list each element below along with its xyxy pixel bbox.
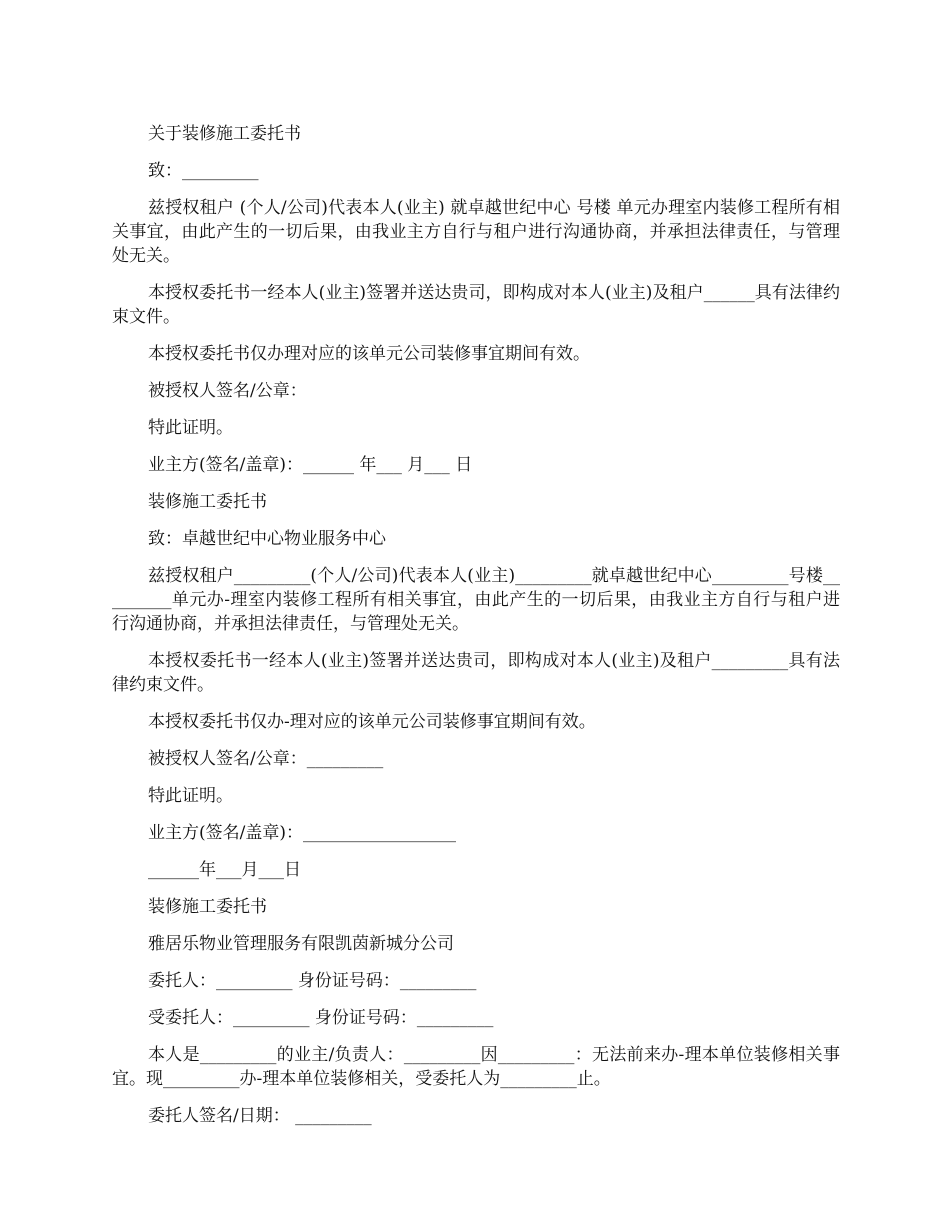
statement-paragraph-3: 本人是_________的业主/负责人：_________因_________：无法前来办-理本单位装修相关事宜。现_________办-理本单位装修相关，受委托人为_________止。 bbox=[112, 1045, 840, 1089]
certification-line-2: 特此证明。 bbox=[148, 786, 233, 806]
date-line-2: ______年___月___日 bbox=[148, 860, 301, 880]
certification-line-1: 特此证明。 bbox=[148, 418, 233, 438]
agent-id-line: 受委托人：_________ 身份证号码：_________ bbox=[148, 1008, 494, 1028]
authorized-signature-line-2: 被授权人签名/公章：_________ bbox=[148, 749, 384, 769]
doc-title-2: 装修施工委托书 bbox=[148, 492, 267, 512]
doc-title-3: 装修施工委托书 bbox=[148, 897, 267, 917]
document-body bbox=[112, 122, 840, 1128]
binding-paragraph-1: 本授权委托书一经本人(业主)签署并送达贵司，即构成对本人(业主)及租户______具有法律约束文件。 bbox=[112, 283, 840, 327]
owner-signature-line-2: 业主方(签名/盖章)：__________________ bbox=[148, 823, 456, 843]
authorization-paragraph-2: 兹授权租户_________(个人/公司)代表本人(业主)_________就卓越世纪中心_________号楼_________单元办-理室内装修工程所有相关事宜，由此产生的一切后果，由我业主方自行与租户进行沟通协商，并承担法律责任，与管理处无关。 bbox=[112, 566, 840, 634]
binding-paragraph-2: 本授权委托书一经本人(业主)签署并送达贵司，即构成对本人(业主)及租户_________具有法律约束文件。 bbox=[112, 651, 840, 695]
recipient-line-2: 致：卓越世纪中心物业服务中心 bbox=[148, 529, 386, 549]
validity-paragraph-2: 本授权委托书仅办-理对应的该单元公司装修事宜期间有效。 bbox=[148, 712, 596, 732]
doc-title-1: 关于装修施工委托书 bbox=[148, 124, 301, 144]
recipient-line-1: 致：_________ bbox=[148, 161, 259, 181]
principal-id-line: 委托人：_________ 身份证号码：_________ bbox=[148, 971, 477, 991]
owner-signature-date-line-1: 业主方(签名/盖章)：______ 年___ 月___ 日 bbox=[148, 455, 473, 475]
authorization-paragraph-1: 兹授权租户 (个人/公司)代表本人(业主) 就卓越世纪中心 号楼 单元办理室内装修工程所有相关事宜，由此产生的一切后果，由我业主方自行与租户进行沟通协商，并承担法律责任，与管理处无关。 bbox=[112, 198, 840, 266]
principal-signature-date-line: 委托人签名/日期： _________ bbox=[148, 1106, 372, 1126]
company-name-line: 雅居乐物业管理服务有限凯茵新城分公司 bbox=[148, 934, 454, 954]
validity-paragraph-1: 本授权委托书仅办理对应的该单元公司装修事宜期间有效。 bbox=[148, 344, 590, 364]
authorized-signature-line-1: 被授权人签名/公章： bbox=[148, 381, 307, 401]
